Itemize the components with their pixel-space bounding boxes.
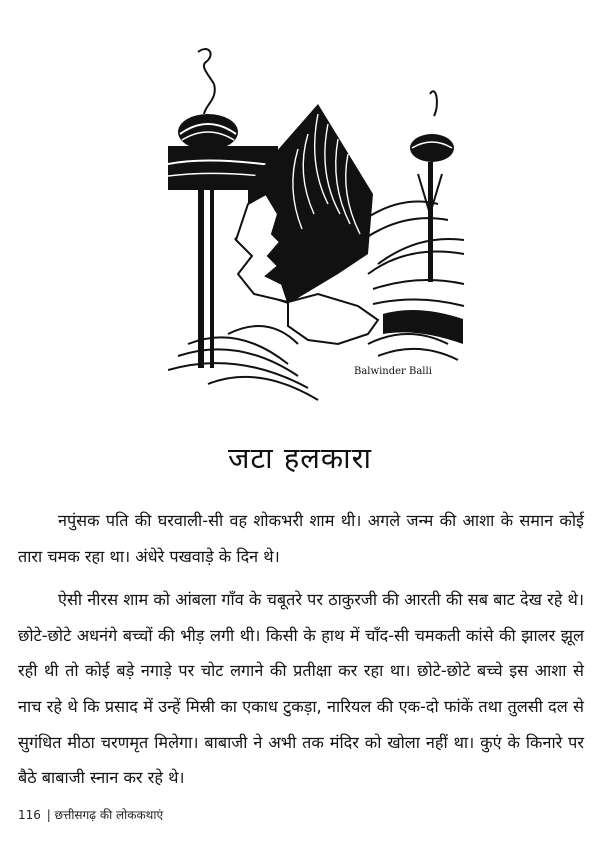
running-book-title: छत्तीसगढ़ की लोककथाएं: [54, 808, 164, 822]
artist-signature: Balwinder Balli: [354, 366, 432, 377]
paragraph-1: नपुंसक पति की घरवाली-सी वह शोकभरी शाम थी। अगले जन्म की आशा के समान कोई तारा चमक रहा था। अंधेरे पखवाड़े के दिन थे।: [18, 511, 584, 566]
footer-separator: |: [46, 808, 51, 822]
page-number: 116: [18, 808, 41, 822]
paragraph-2: ऐसी नीरस शाम को आंबला गाँव के चबूतरे पर ठाकुरजी की आरती की सब बाट देख रहे थे। छोटे-छोटे अधनंगे बच्चों की भीड़ लगी थी। किसी के हाथ में चाँद-सी चमकती कांसे की झालर झूल रही थी तो कोई बड़े नगाड़े पर चोट लगाने की प्रतीक्षा कर रहा था। छोटे-छोटे बच्चे इस आशा से नाच रहे थे कि प्रसाद में उन्हें मिस्री का एकाध टुकड़ा, नारियल की एक-दो फांकें तथा तुलसी दल से सुगंधित मीठा चरणमृत मिलेगा। बाबाजी ने अभी तक मंदिर को खोला नहीं था। कुएं के किनारे पर बैठे बाबाजी स्नान कर रहे थे।: [18, 590, 584, 788]
ink-illustration: [168, 44, 468, 404]
story-title: जटा हलकारा: [227, 441, 373, 475]
face-drawing: [168, 44, 468, 404]
page-footer: [18, 806, 163, 823]
story-body: [18, 503, 584, 804]
